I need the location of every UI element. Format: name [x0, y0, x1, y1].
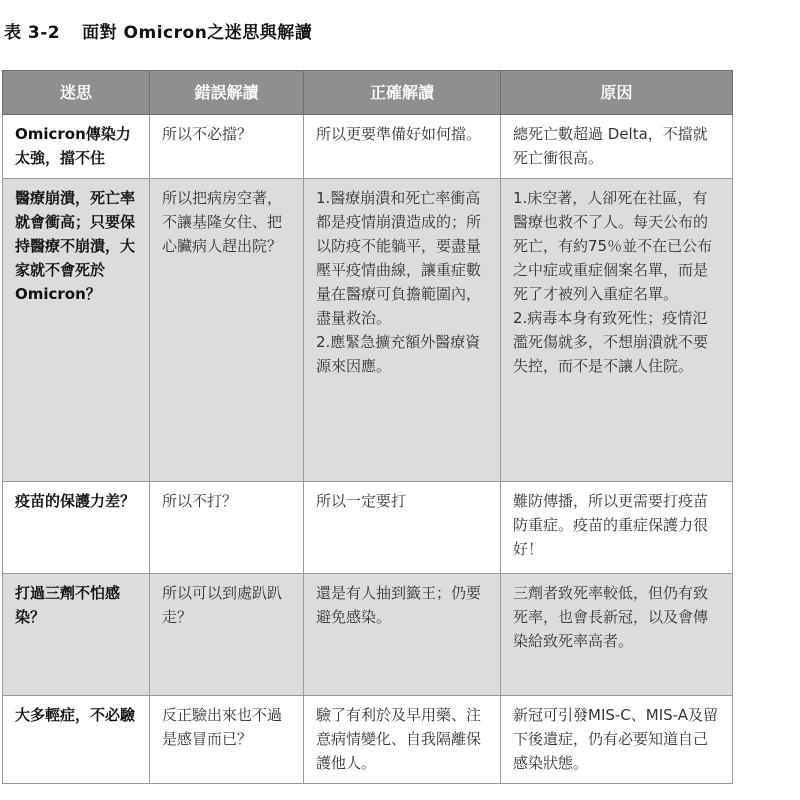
wrong-cell: 所以可以到處趴趴走？	[150, 574, 304, 696]
correct-cell	[304, 574, 501, 696]
table-row	[3, 179, 733, 482]
wrong-cell: 反正驗出來也不過是感冒而已？	[150, 696, 304, 784]
correct-cell	[304, 179, 501, 482]
reason-cell	[501, 482, 733, 574]
correct-cell	[304, 115, 501, 179]
table-header	[3, 71, 733, 115]
myth-cell: 打過三劑不怕感染？	[3, 574, 150, 696]
reason-text: 三劑者致死率較低，但仍有致死率，也會長新冠，以及會傳染給致死率高者。	[513, 584, 709, 650]
wrong-cell: 所以不必擋？	[150, 115, 304, 179]
reason-cell	[501, 179, 733, 482]
table-caption	[4, 18, 312, 43]
correct-item: 2.應緊急擴充額外醫療資源來因應。	[316, 333, 481, 375]
myth-cell: 醫療崩潰，死亡率就會衝高；只要保持醫療不崩潰，大家就不會死於Omicron？	[3, 179, 150, 482]
reason-cell	[501, 574, 733, 696]
wrong-cell: 所以不打？	[150, 482, 304, 574]
reason-text: 難防傳播，所以更需要打疫苗防重症。疫苗的重症保護力很好！	[513, 492, 709, 558]
reason-text: 總死亡數超過 Delta，不擋就死亡衝很高。	[513, 125, 708, 167]
correct-text: 所以一定要打	[316, 492, 407, 510]
header-correct-interpretation: 正確解讀	[304, 71, 501, 115]
table-row	[3, 574, 733, 696]
reason-item: 1.床空著，人卻死在社區，有醫療也救不了人。每天公布的死亡，有約75％並不在已公布之中症或重症個案名單，而是死了才被列入重症名單。	[513, 189, 713, 303]
correct-item: 1.醫療崩潰和死亡率衝高都是疫情崩潰造成的；所以防疫不能躺平，要盡量壓平疫情曲線，讓重症數量在醫療可負擔範圍內，盡量救治。	[316, 189, 482, 327]
correct-text: 還是有人抽到籤王；仍要避免感染。	[316, 584, 482, 626]
myth-cell: 疫苗的保護力差？	[3, 482, 150, 574]
header-myth: 迷思	[3, 71, 150, 115]
correct-cell	[304, 696, 501, 784]
table-number: 表 3-2	[4, 23, 61, 43]
myth-cell: 大多輕症，不必驗	[3, 696, 150, 784]
correct-text: 所以更要準備好如何擋。	[316, 125, 482, 143]
reason-cell	[501, 696, 733, 784]
table-row	[3, 482, 733, 574]
header-reason: 原因	[501, 71, 733, 115]
myth-table	[2, 70, 733, 784]
table-title: 面對 Omicron之迷思與解讀	[82, 23, 313, 43]
header-wrong-interpretation: 錯誤解讀	[150, 71, 304, 115]
reason-text: 新冠可引發MIS-C、MIS-A及留下後遺症，仍有必要知道自己感染狀態。	[513, 706, 719, 772]
reason-item: 2.病毒本身有致死性；疫情氾濫死傷就多，不想崩潰就不要失控，而不是不讓人住院。	[513, 309, 709, 375]
table-row	[3, 696, 733, 784]
correct-cell	[304, 482, 501, 574]
header-row	[3, 71, 733, 115]
myth-cell: Omicron傳染力太強，擋不住	[3, 115, 150, 179]
reason-cell	[501, 115, 733, 179]
correct-text: 驗了有利於及早用藥、注意病情變化、自我隔離保護他人。	[316, 706, 482, 772]
table-row	[3, 115, 733, 179]
wrong-cell: 所以把病房空著，不讓基隆女住、把心臟病人趕出院？	[150, 179, 304, 482]
